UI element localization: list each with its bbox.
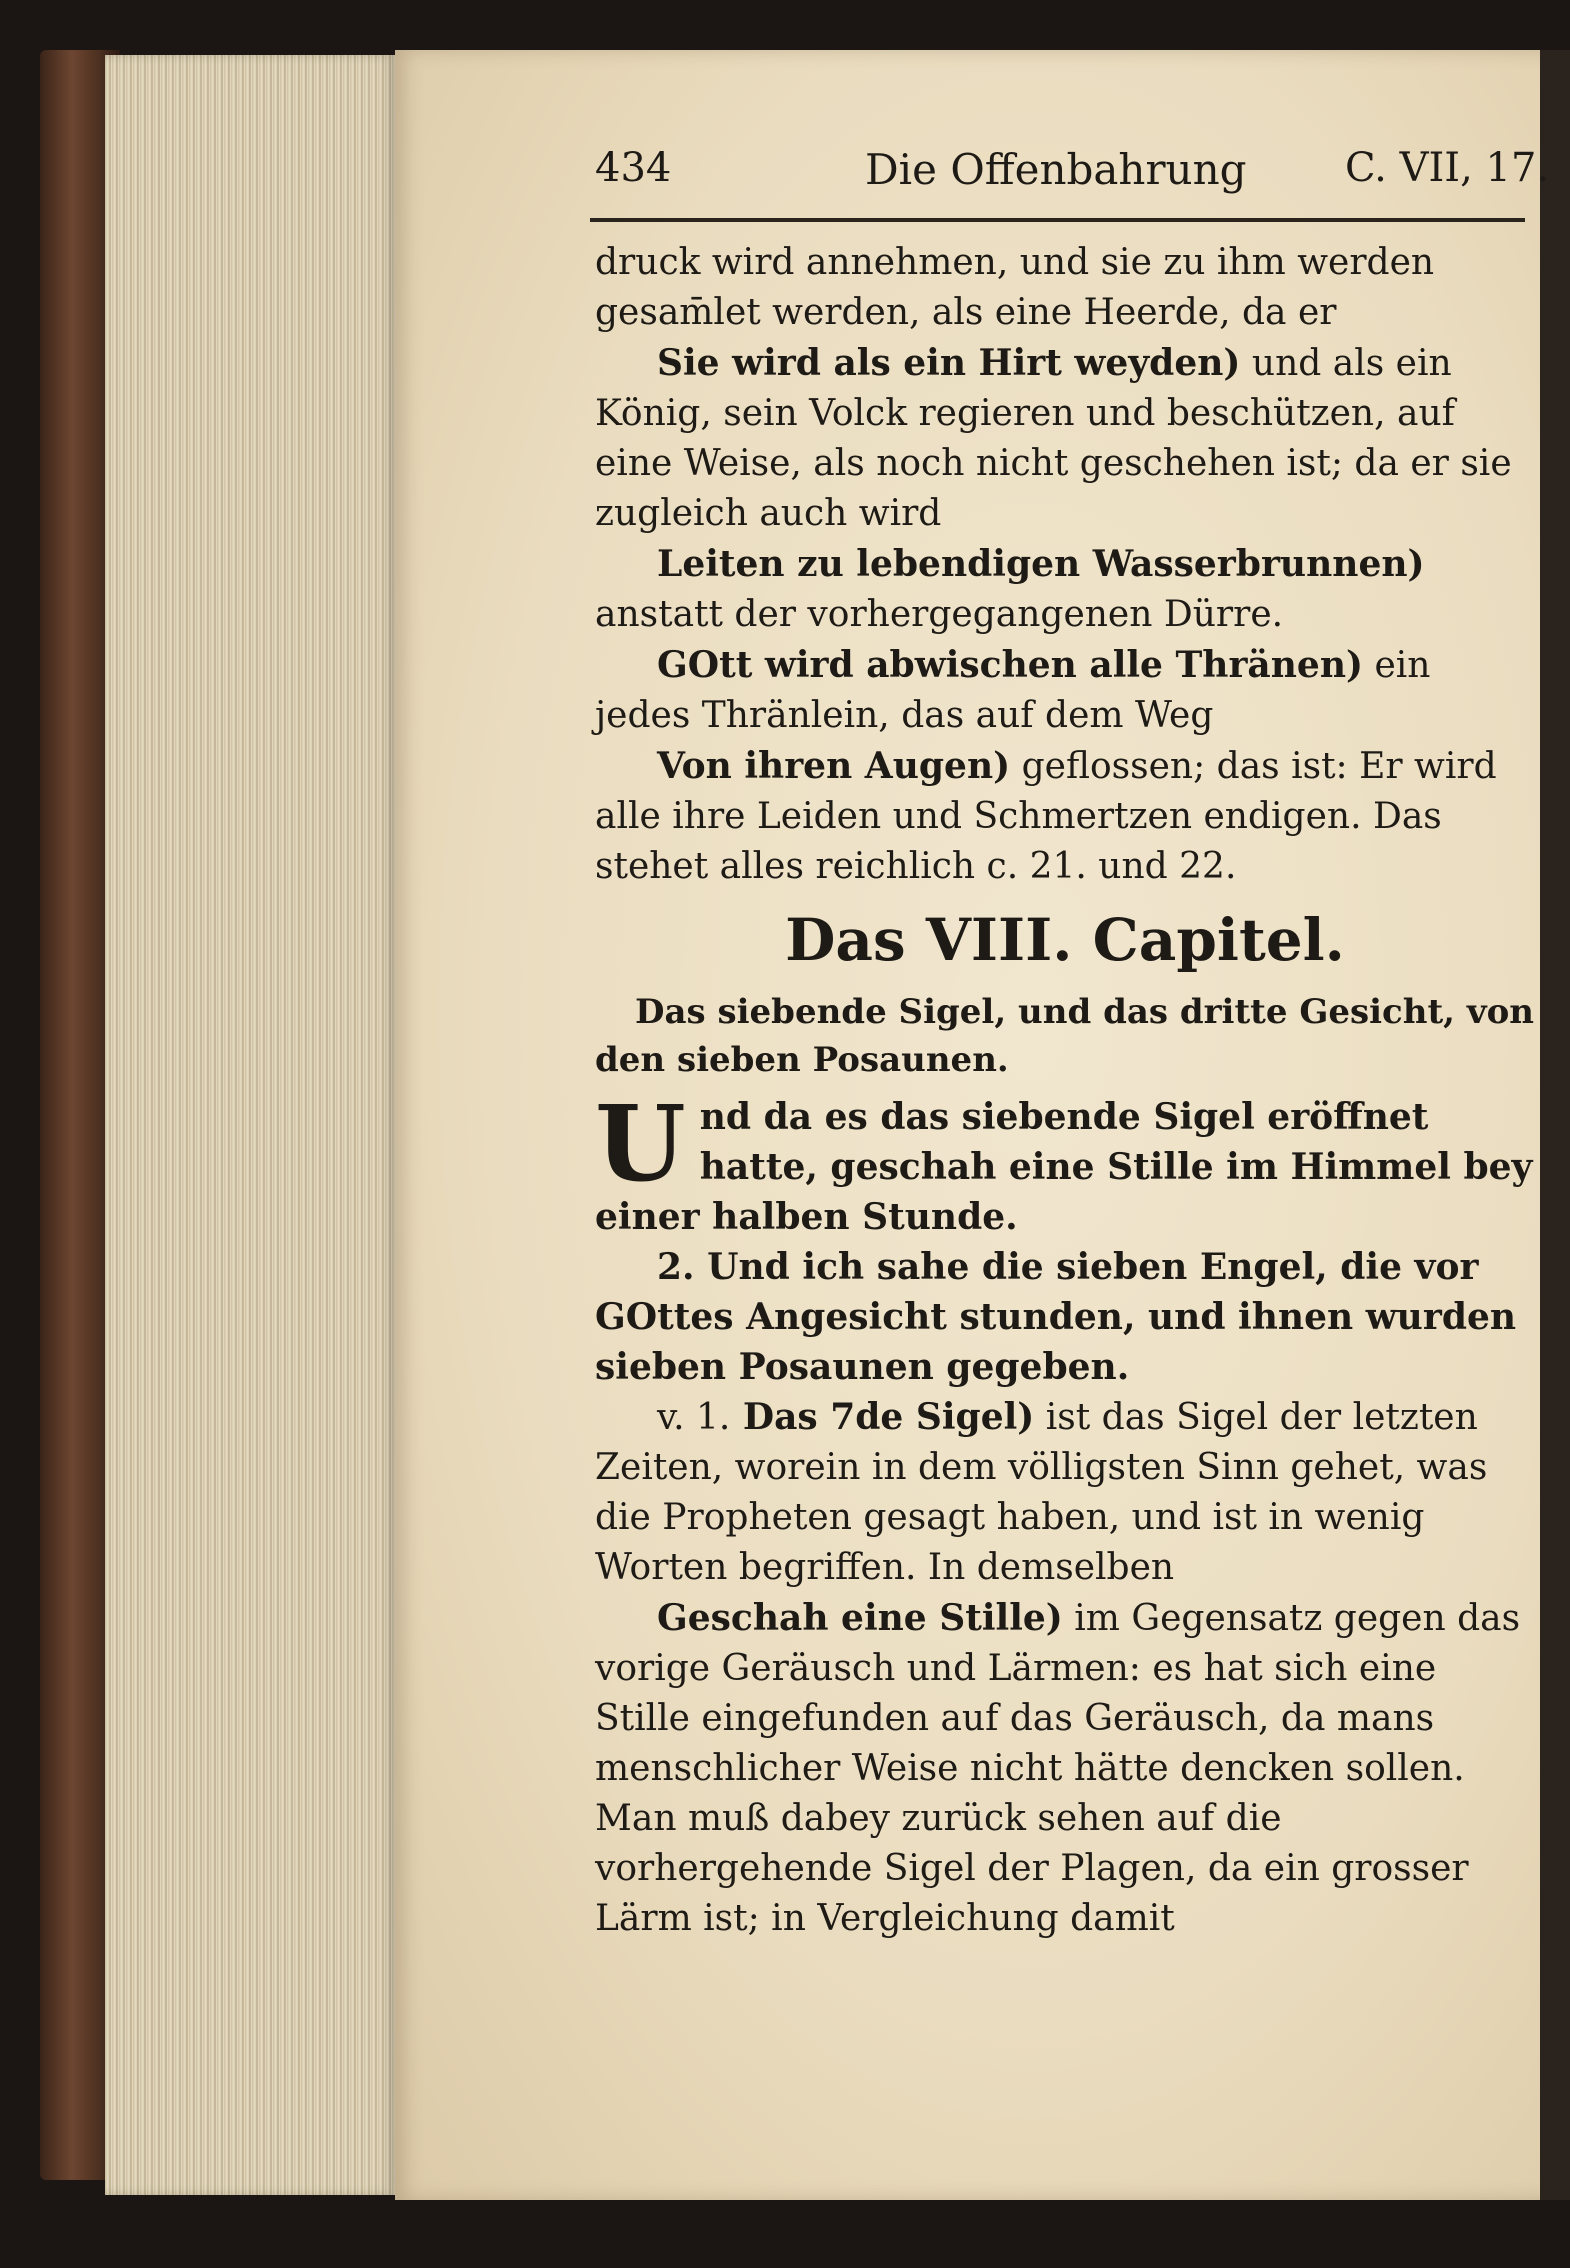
verse-1 <box>595 1082 1535 1242</box>
paragraph-3 <box>595 539 1535 640</box>
lemma-3: Leiten zu lebendigen Wasserbrunnen) <box>657 543 1425 585</box>
header-rule <box>590 218 1525 222</box>
commentary-text-1: ist das Sigel der letzten Zeiten, worein in dem völligsten Sinn gehet, was die Propheten gesagt haben, und ist in wenig Worten begriffen. In demselben <box>595 1397 1488 1588</box>
text-4: ein jedes Thränlein, das auf dem Weg <box>595 645 1431 736</box>
running-header <box>595 145 1550 205</box>
commentary-2 <box>595 1593 1535 1944</box>
verse-2: 2. Und ich sahe die sieben Engel, die vor GOttes Angesicht stunden, und ihnen wurden sieben Posaunen gegeben. <box>595 1246 1517 1388</box>
text-3: anstatt der vorhergegangenen Dürre. <box>595 594 1284 635</box>
text-5: geflossen; das ist: Er wird alle ihre Leiden und Schmertzen endigen. Das stehet alles reichlich c. 21. und 22. <box>595 746 1497 887</box>
chapter-summary: Das siebende Sigel, und das dritte Gesicht, von den sieben Posaunen. <box>595 992 1535 1080</box>
drop-initial: U <box>595 1082 686 1205</box>
paragraph-4 <box>595 640 1535 741</box>
page-body <box>595 238 1535 1944</box>
gutter-shadow <box>1540 50 1570 2200</box>
commentary-1 <box>595 1392 1535 1593</box>
verse-1-text: nd da es das siebende Sigel eröffnet hatte, geschah eine Stille im Himmel bey einer halben Stunde. <box>595 1096 1533 1238</box>
commentary-lemma-1: Das 7de Sigel) <box>730 1396 1035 1438</box>
paragraph-2 <box>595 338 1535 539</box>
verse-ref-1: v. 1. <box>657 1397 731 1438</box>
paragraph-5 <box>595 741 1535 892</box>
chapter-reference: C. VII, 17. <box>1345 145 1550 191</box>
text-2: und als ein König, sein Volck regieren und beschützen, auf eine Weise, als noch nicht geschehen ist; da er sie zugleich auch wird <box>595 343 1512 534</box>
lemma-5: Von ihren Augen) <box>657 745 1011 787</box>
chapter-heading: Das VIII. Capitel. <box>785 906 1345 974</box>
commentary-lemma-2: Geschah eine Stille) <box>657 1597 1063 1639</box>
page-edges <box>105 55 395 2195</box>
lemma-4: GOtt wird abwischen alle Thränen) <box>657 644 1364 686</box>
running-title: Die Offenbahrung <box>865 145 1247 194</box>
page-number: 434 <box>595 145 672 191</box>
paragraph-1: druck wird annehmen, und sie zu ihm werden gesam̄let werden, als eine Heerde, da er <box>595 242 1435 333</box>
lemma-2: Sie wird als ein Hirt weyden) <box>657 342 1241 384</box>
commentary-text-2: im Gegensatz gegen das vorige Geräusch und Lärmen: es hat sich eine Stille eingefunden auf das Geräusch, da mans menschlicher Weise nicht hätte dencken sollen. Man muß dabey zurück sehen auf die vorhergehende Sigel der Plagen, da ein grosser Lärm ist; in Vergleichung damit <box>595 1598 1521 1939</box>
